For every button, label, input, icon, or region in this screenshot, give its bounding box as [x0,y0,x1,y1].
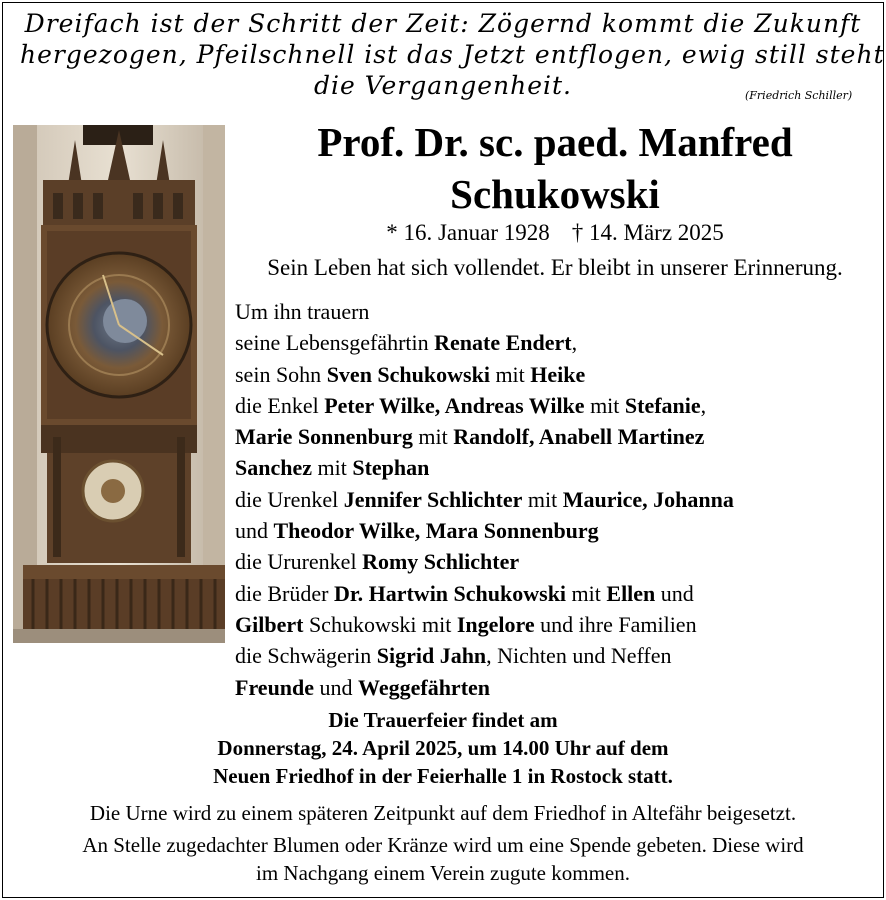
mourner-text: die Ururenkel [235,549,363,575]
mourner-text: , Nichten und Neffen [486,643,672,669]
mourner-name: Gilbert [235,611,304,637]
mourner-name: Romy Schlichter [362,549,520,575]
mourner-text: , [571,330,578,356]
mourner-line [235,296,875,327]
mourner-text: die Schwägerin [235,643,377,669]
astronomical-clock-photo [13,125,225,643]
donation-note [0,831,886,887]
mourner-line [235,546,875,577]
mourner-text: mit [489,361,531,387]
quote-line: die Vergangenheit. [313,71,573,100]
mourner-text: mit [412,424,454,450]
mourner-name: Sigrid Jahn [376,643,487,669]
mourner-line [235,672,875,703]
urn-burial-note: Die Urne wird zu einem späteren Zeitpunkt auf dem Friedhof in Altefähr beigesetzt. [89,801,797,825]
name-line: Prof. Dr. sc. paed. Manfred [317,119,793,165]
birth-date: * 16. Januar 1928 [386,220,550,245]
mourner-text: sein Sohn [235,361,327,387]
mourner-line [235,452,875,483]
funeral-line: Donnerstag, 24. April 2025, um 14.00 Uhr auf dem [217,736,669,760]
mourner-text: die Enkel [235,392,325,418]
funeral-info [120,706,766,790]
mourners-list [235,296,875,703]
mourner-line [235,640,875,671]
mourner-line [235,515,875,546]
mourner-name: Renate Endert [434,330,572,356]
mourner-name: Stefanie [624,392,701,418]
mourner-text: seine Lebensgefährtin [235,330,435,356]
life-dates [240,219,870,247]
mourner-text: Um ihn trauern [235,299,370,324]
name-line: Schukowski [450,171,660,217]
funeral-line: Die Trauerfeier findet am [328,708,558,732]
funeral-line: Neuen Friedhof in der Feierhalle 1 in Rostock statt. [213,764,673,788]
mourner-text: Schukowski [303,611,422,637]
mourner-text: und [314,674,359,700]
mourner-line [235,609,875,640]
mourner-name: Heike [530,361,586,387]
quote-source: (Friedrich Schiller) [745,89,853,102]
mourner-name: Ingelore [456,611,535,637]
mourner-text: und [235,518,274,544]
mourner-name: Maurice, Johanna [562,486,734,512]
mourner-line [235,484,875,515]
donation-line: im Nachgang einem Verein zugute kommen. [255,861,630,885]
mourner-line [235,327,875,358]
mourner-text: , [700,392,707,418]
mourner-name: Freunde [235,674,315,700]
mourner-text: mit [422,611,457,637]
mourner-name: Ellen [606,580,656,606]
mourner-name: Stephan [352,455,430,481]
poem-quote [20,8,885,101]
deceased-name [240,116,870,220]
mourner-name: Dr. Hartwin Schukowski [333,580,567,606]
mourner-text: die Urenkel [235,486,344,512]
motto-text: Sein Leben hat sich vollendet. Er bleibt in unserer Erinnerung. [267,255,843,280]
mourner-line [235,578,875,609]
mourner-name: Sanchez [235,455,312,481]
mourner-text: mit [522,486,563,512]
mourner-name: Theodor Wilke, Mara Sonnenburg [273,518,599,544]
mourner-text: mit [566,580,607,606]
mourner-name: Marie Sonnenburg [235,424,413,450]
mourner-text: mit [584,392,625,418]
mourner-line [235,390,875,421]
death-date: † 14. März 2025 [571,220,724,245]
mourner-line [235,421,875,452]
mourner-text: die Brüder [235,580,334,606]
mourner-name: Sven Schukowski [326,361,490,387]
mourner-name: Jennifer Schlichter [343,486,523,512]
mourner-text: mit [312,455,353,481]
mourner-name: Randolf, Anabell Martinez [453,424,705,450]
mourner-text: und [655,580,694,606]
mourner-name: Weggefährten [358,674,491,700]
donation-line: An Stelle zugedachter Blumen oder Kränze wird um eine Spende gebeten. Diese wird [82,833,804,857]
mourner-text: und ihre Familien [534,611,697,637]
quote-line: Dreifach ist der Schritt der Zeit: Zögernd kommt die Zukunft [24,9,862,38]
mourner-name: Peter Wilke, Andreas Wilke [324,392,585,418]
mourner-line [235,359,875,390]
quote-line: hergezogen, Pfeilschnell ist das Jetzt entflogen, ewig still steht [20,40,885,69]
